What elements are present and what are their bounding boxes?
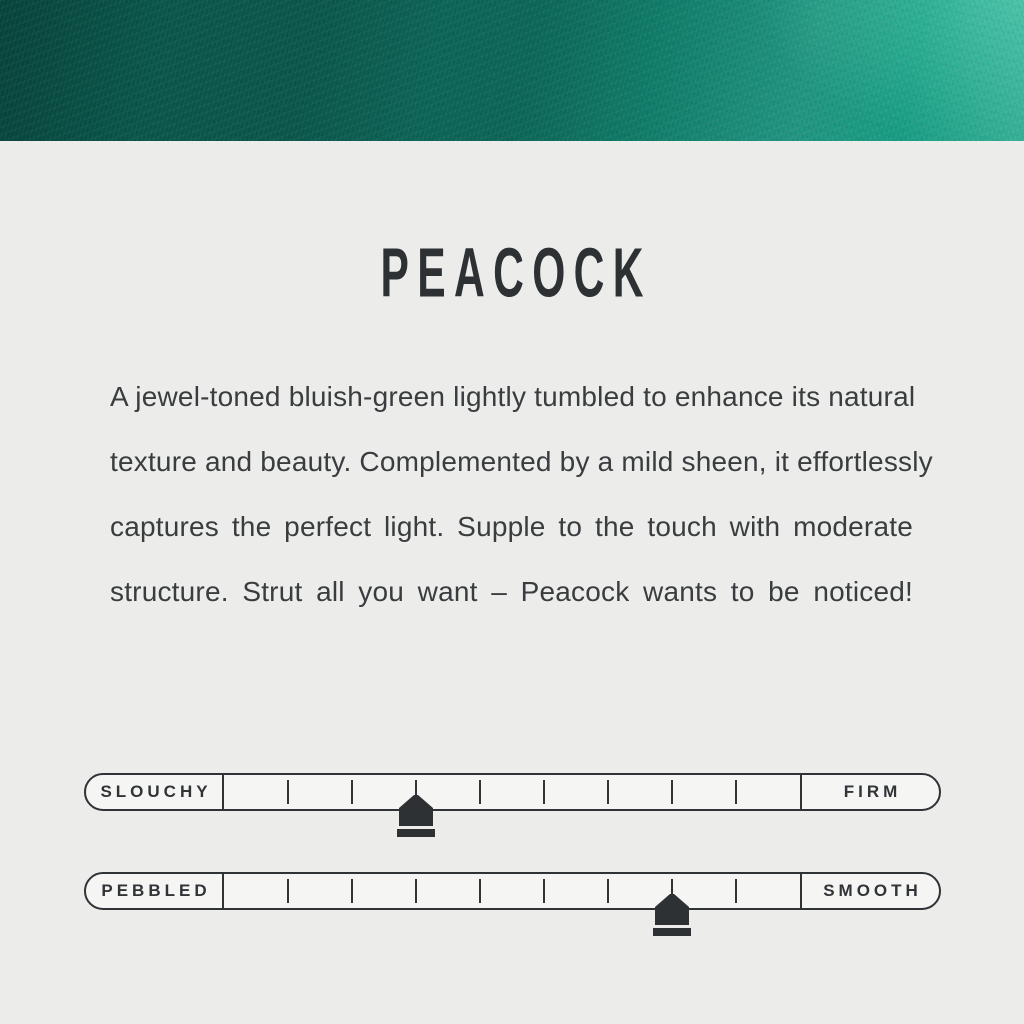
texture-scale-tick-8 xyxy=(735,879,737,903)
description-line-3: captures the perfect light. Supple to the touch with moderate xyxy=(110,511,913,542)
structure-scale xyxy=(84,773,941,811)
description-line-4: structure. Strut all you want – Peacock wants to be noticed! xyxy=(110,576,913,607)
structure-scale-right-label: FIRM xyxy=(800,775,939,809)
leather-swatch-image xyxy=(0,0,1024,141)
structure-scale-tick-7 xyxy=(671,780,673,804)
structure-scale-tick-5 xyxy=(543,780,545,804)
texture-scale-right-label: SMOOTH xyxy=(800,874,939,908)
page-title: PEACOCK xyxy=(380,232,652,312)
texture-scale-marker-arrow-icon xyxy=(655,894,689,925)
texture-scale-tick-4 xyxy=(479,879,481,903)
structure-scale-tick-4 xyxy=(479,780,481,804)
texture-scale-tick-5 xyxy=(543,879,545,903)
texture-scale-tick-6 xyxy=(607,879,609,903)
title-row xyxy=(0,232,1024,312)
structure-scale-tick-2 xyxy=(351,780,353,804)
texture-scale-tick-2 xyxy=(351,879,353,903)
texture-scale-tick-1 xyxy=(287,879,289,903)
product-description xyxy=(110,364,933,624)
texture-scale-left-label: PEBBLED xyxy=(86,874,224,908)
description-line-1: A jewel-toned bluish-green lightly tumbled to enhance its natural xyxy=(110,381,916,412)
texture-scale xyxy=(84,872,941,910)
texture-scale-tick-3 xyxy=(415,879,417,903)
texture-scale-track xyxy=(224,874,800,908)
structure-scale-marker xyxy=(397,795,435,837)
structure-scale-marker-arrow-icon xyxy=(399,795,433,826)
texture-scale-marker xyxy=(653,894,691,936)
structure-scale-tick-8 xyxy=(735,780,737,804)
structure-scale-tick-1 xyxy=(287,780,289,804)
texture-scale-marker-base xyxy=(653,928,691,936)
structure-scale-left-label: SLOUCHY xyxy=(86,775,224,809)
structure-scale-track xyxy=(224,775,800,809)
description-line-2: texture and beauty. Complemented by a mild sheen, it effortlessly xyxy=(110,446,933,477)
structure-scale-marker-base xyxy=(397,829,435,837)
structure-scale-tick-6 xyxy=(607,780,609,804)
